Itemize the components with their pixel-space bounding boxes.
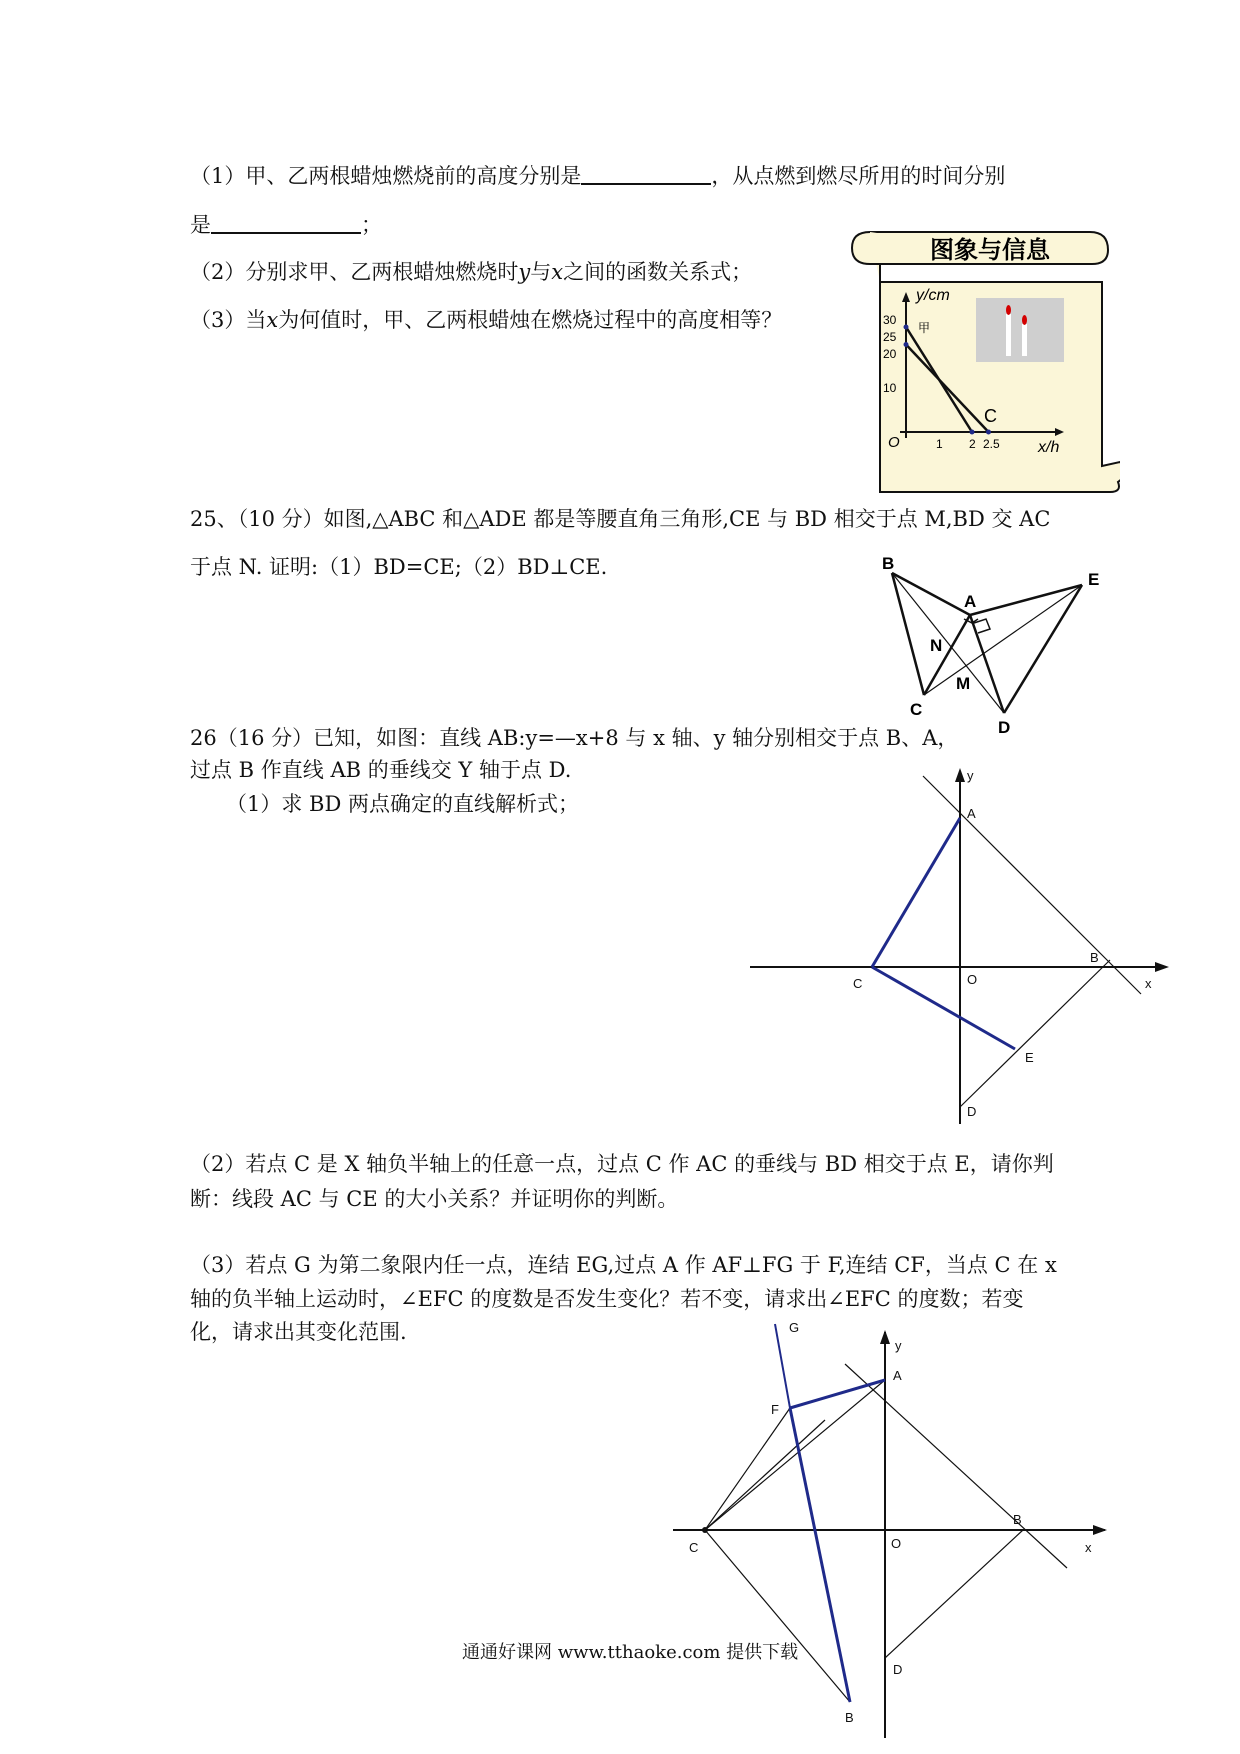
flame-short-icon xyxy=(1022,315,1027,325)
line-bd xyxy=(960,960,1110,1107)
q24-part1-text-d: ； xyxy=(361,213,382,237)
y-axis-label: y/cm xyxy=(916,287,950,304)
label-e: E xyxy=(1088,570,1100,589)
axes-figure-1 xyxy=(745,762,1175,1132)
label-d: D xyxy=(893,1662,903,1677)
var-x: x xyxy=(266,308,279,332)
segment-fe xyxy=(790,1408,850,1702)
x-tick-1: 1 xyxy=(936,437,943,451)
label-f: F xyxy=(771,1402,779,1417)
segment-ed xyxy=(1004,585,1082,713)
label-x: x xyxy=(1085,1540,1092,1555)
q24-part2-line xyxy=(190,258,752,286)
label-c: C xyxy=(853,976,863,991)
label-d: D xyxy=(998,718,1011,737)
candle-series-start-point-2 xyxy=(904,342,909,347)
segment-gf-upper xyxy=(775,1324,790,1408)
q24-part2-text-b: 与 xyxy=(530,260,552,284)
answer-blank-heights xyxy=(581,161,711,185)
candle-series-start-point-1 xyxy=(904,325,909,330)
segment-aux xyxy=(705,1420,825,1530)
q26-part3-line3: 化，请求出其变化范围. xyxy=(190,1320,407,1344)
y-tick-20: 20 xyxy=(883,347,897,361)
q24-part3-text-a: （3）当 xyxy=(190,308,267,332)
footer-credit: 通通好课网 www.tthaoke.com 提供下载 xyxy=(462,1642,799,1663)
label-b: B xyxy=(882,554,895,573)
q26-line1: 26（16 分）已知，如图：直线 AB:y=—x+8 与 x 轴、y 轴分别相交于点 B、A， xyxy=(190,726,959,750)
q26-part3-line1: （3）若点 G 为第二象限内任一点，连结 EG,过点 A 作 AF⊥FG 于 F,连结 CF，当点 C 在 x xyxy=(190,1253,1057,1277)
segment-bc xyxy=(892,573,924,695)
label-o: O xyxy=(891,1536,902,1551)
segment-ce xyxy=(872,967,1015,1049)
y-tick-30: 30 xyxy=(883,313,897,327)
line-ab xyxy=(845,1364,1067,1568)
q26-part1: （1）求 BD 两点确定的直线解析式； xyxy=(226,792,579,816)
candle-short xyxy=(1022,324,1027,356)
axes-figure-2 xyxy=(665,1320,1115,1740)
label-y: y xyxy=(967,768,974,783)
var-x: x xyxy=(551,260,564,284)
label-b: B xyxy=(1090,950,1099,965)
flame-tall-icon xyxy=(1006,305,1011,315)
origin-label: O xyxy=(888,434,900,451)
candle-series-end-point-1 xyxy=(970,430,975,435)
y-tick-10: 10 xyxy=(883,381,897,395)
label-y: y xyxy=(895,1338,902,1353)
q26-line2: 过点 B 作直线 AB 的垂线交 Y 轴于点 D. xyxy=(190,758,572,782)
q24-part1-text-c: 是 xyxy=(190,213,211,237)
x-tick-2: 2 xyxy=(969,437,976,451)
series-label-jia: 甲 xyxy=(918,321,931,335)
x-axis-arrow xyxy=(1093,1525,1107,1535)
label-c: C xyxy=(689,1540,699,1555)
q24-part2-text-a: （2）分别求甲、乙两根蜡烛燃烧时 xyxy=(190,260,519,284)
label-n: N xyxy=(930,636,943,655)
q24-part1-text-a: （1）甲、乙两根蜡烛燃烧前的高度分别是 xyxy=(190,164,582,188)
x-tick-2-5: 2.5 xyxy=(983,437,1000,451)
triangles-figure xyxy=(880,545,1120,745)
q26-part3-line2: 轴的负半轴上运动时，∠EFC 的度数是否发生变化？若不变，请求出∠EFC 的度数；若变 xyxy=(190,1287,1024,1311)
segment-ca xyxy=(872,818,960,967)
candle-graph-figure xyxy=(840,220,1120,500)
q24-part1-text-b: ，从点燃到燃尽所用的时间分别 xyxy=(711,164,1006,188)
q24-part3-text-b: 为何值时，甲、乙两根蜡烛在燃烧过程中的高度相等？ xyxy=(278,308,783,332)
var-y: y xyxy=(518,260,531,284)
segment-ca xyxy=(705,1380,885,1530)
q25-line2: 于点 N. 证明:（1）BD=CE;（2）BD⊥CE. xyxy=(190,555,608,579)
q24-part3-line xyxy=(190,306,782,334)
label-e: E xyxy=(1025,1050,1034,1065)
label-b: B xyxy=(1013,1512,1022,1527)
candle-series-end-point-2 xyxy=(986,430,991,435)
x-axis-label: x/h xyxy=(1038,439,1060,456)
q25-line1: 25、（10 分）如图,△ABC 和△ADE 都是等腰直角三角形,CE 与 BD 相交于点 M,BD 交 AC xyxy=(190,507,1051,531)
segment-bd xyxy=(892,573,1004,713)
label-o: O xyxy=(967,972,978,987)
segment-ba xyxy=(892,573,970,615)
label-a: A xyxy=(893,1368,902,1383)
segment-fa xyxy=(790,1380,885,1408)
label-a: A xyxy=(967,806,976,821)
q26-part2-line2: 断：线段 AC 与 CE 的大小关系？并证明你的判断。 xyxy=(190,1187,679,1211)
q26-part2-line1: （2）若点 C 是 X 轴负半轴上的任意一点，过点 C 作 AC 的垂线与 BD 相交于点 E，请你判 xyxy=(190,1152,1054,1176)
label-m: M xyxy=(956,674,971,693)
line-bd xyxy=(885,1530,1023,1658)
label-x: x xyxy=(1145,976,1152,991)
label-d: D xyxy=(967,1104,977,1119)
label-g: G xyxy=(789,1320,800,1335)
y-axis-arrow xyxy=(880,1330,890,1344)
segment-ce xyxy=(924,585,1082,695)
label-e: B xyxy=(845,1710,854,1725)
segment-ce xyxy=(705,1530,850,1702)
point-label-c: C xyxy=(984,406,997,426)
candle-picture xyxy=(976,298,1064,362)
x-axis-arrow xyxy=(1155,962,1169,972)
q24-part1-line2 xyxy=(190,210,382,239)
candle-tall xyxy=(1006,314,1011,356)
y-axis-arrow xyxy=(955,768,965,782)
answer-blank-times xyxy=(211,210,361,234)
point-c xyxy=(702,1527,708,1533)
banner-title: 图象与信息 xyxy=(930,237,1050,264)
q24-part2-text-c: 之间的函数关系式； xyxy=(563,260,753,284)
segment-cf xyxy=(705,1408,790,1530)
q24-part1-line xyxy=(190,161,1005,190)
label-a: A xyxy=(964,592,977,611)
label-c: C xyxy=(910,700,923,719)
y-tick-25: 25 xyxy=(883,330,897,344)
